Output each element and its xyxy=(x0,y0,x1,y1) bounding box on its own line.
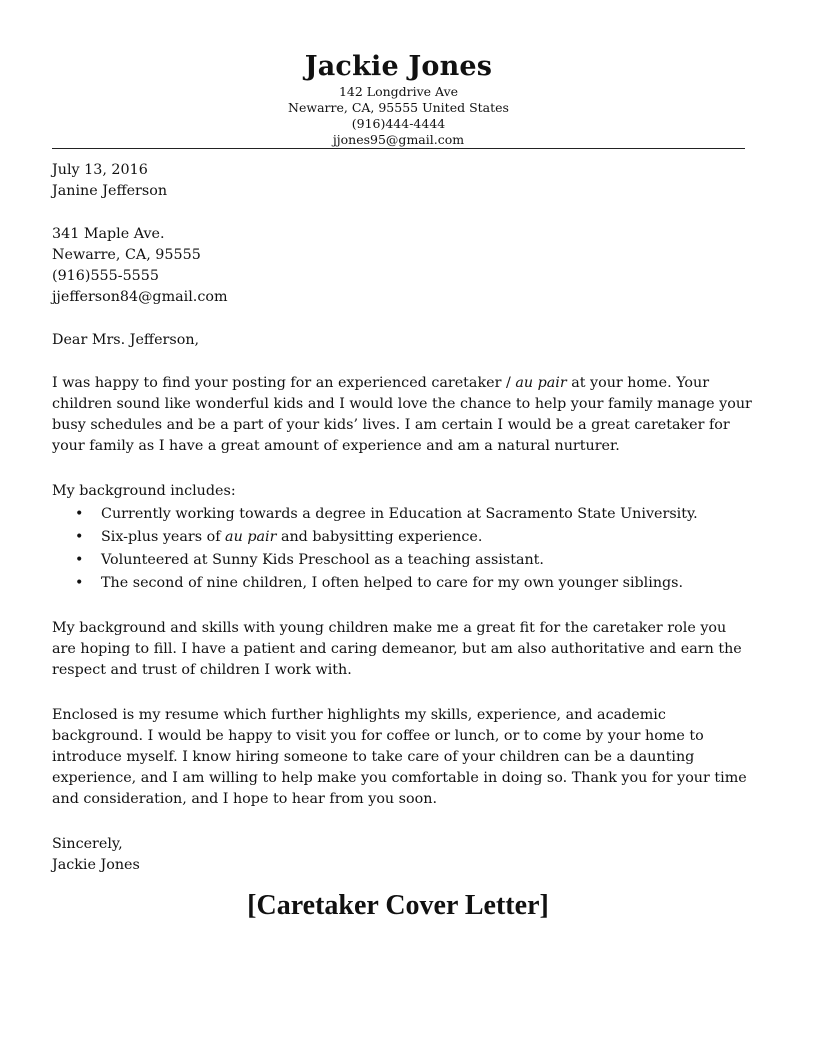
spacer xyxy=(52,681,752,705)
list-item-italic: au pair xyxy=(225,529,277,545)
bullet-marker: • xyxy=(75,575,84,591)
list-item-text-a: Six-plus years of xyxy=(101,529,226,545)
letter-date: July 13, 2016 xyxy=(52,162,148,178)
document-title: [Caretaker Cover Letter] xyxy=(247,890,549,921)
spacer xyxy=(52,202,752,224)
signature: Jackie Jones xyxy=(52,857,140,873)
list-item-text: The second of nine children, I often helped to care for my own younger siblings. xyxy=(101,575,684,591)
list-item-text: Currently working towards a degree in Education at Sacramento State University. xyxy=(101,506,698,522)
letter-body xyxy=(52,160,752,876)
spacer xyxy=(52,457,752,481)
recipient-city: Newarre, CA, 95555 xyxy=(52,247,201,263)
paragraph-closing-remarks: Enclosed is my resume which further highlights my skills, experience, and academic background. I would be happy to visit you for coffee or lunch, or to come by your home to introduce myself. I know hiring someone to take care of your children can be a daunting experience, and I am willing to help make you comfortable in doing so. Thank you for your time and consideration, and I hope to hear from you soon. xyxy=(52,707,747,807)
background-list xyxy=(52,504,752,594)
paragraph-intro-italic: au pair xyxy=(515,375,567,391)
paragraph-intro-text-a: I was happy to find your posting for an experienced caretaker / xyxy=(52,375,516,391)
letterhead xyxy=(52,50,745,148)
list-item xyxy=(52,550,752,571)
bullet-marker: • xyxy=(75,552,84,568)
sender-phone: (916)444-4444 xyxy=(351,116,446,131)
sender-address-line2: Newarre, CA, 95555 United States xyxy=(288,100,509,115)
spacer xyxy=(52,594,752,618)
salutation: Dear Mrs. Jefferson, xyxy=(52,332,200,348)
list-item xyxy=(52,504,752,525)
spacer xyxy=(52,308,752,330)
bullet-marker: • xyxy=(75,506,84,522)
bullet-marker: • xyxy=(75,529,84,545)
recipient-name: Janine Jefferson xyxy=(52,183,168,199)
list-item-text-b: and babysitting experience. xyxy=(276,529,483,545)
sender-email: jjones95@gmail.com xyxy=(332,132,465,147)
paragraph-intro xyxy=(52,373,752,457)
paragraph-fit: My background and skills with young children make me a great fit for the caretaker role you are hoping to fill. I have a patient and caring demeanor, but am also authoritative and earn the respect and trust of children I work with. xyxy=(52,620,742,678)
closing: Sincerely, xyxy=(52,836,123,852)
list-item xyxy=(52,527,752,548)
spacer xyxy=(52,810,752,834)
background-intro: My background includes: xyxy=(52,483,236,499)
recipient-street: 341 Maple Ave. xyxy=(52,226,165,242)
paragraph-intro-text-b: at your home. Your children sound like wonderful kids and I would love the chance to help your family manage your busy schedules and be a part of your kids’ lives. I am certain I would be a great caretaker for your family as I have a great amount of experience and am a natural nurturer. xyxy=(52,375,752,454)
header-divider xyxy=(52,148,745,149)
sender-address-line1: 142 Longdrive Ave xyxy=(338,84,459,99)
list-item xyxy=(52,573,752,594)
list-item-text: Volunteered at Sunny Kids Preschool as a teaching assistant. xyxy=(101,552,544,568)
recipient-email: jjefferson84@gmail.com xyxy=(52,289,228,305)
sender-name: Jackie Jones xyxy=(304,51,493,82)
spacer xyxy=(52,351,752,373)
recipient-phone: (916)555-5555 xyxy=(52,268,159,284)
